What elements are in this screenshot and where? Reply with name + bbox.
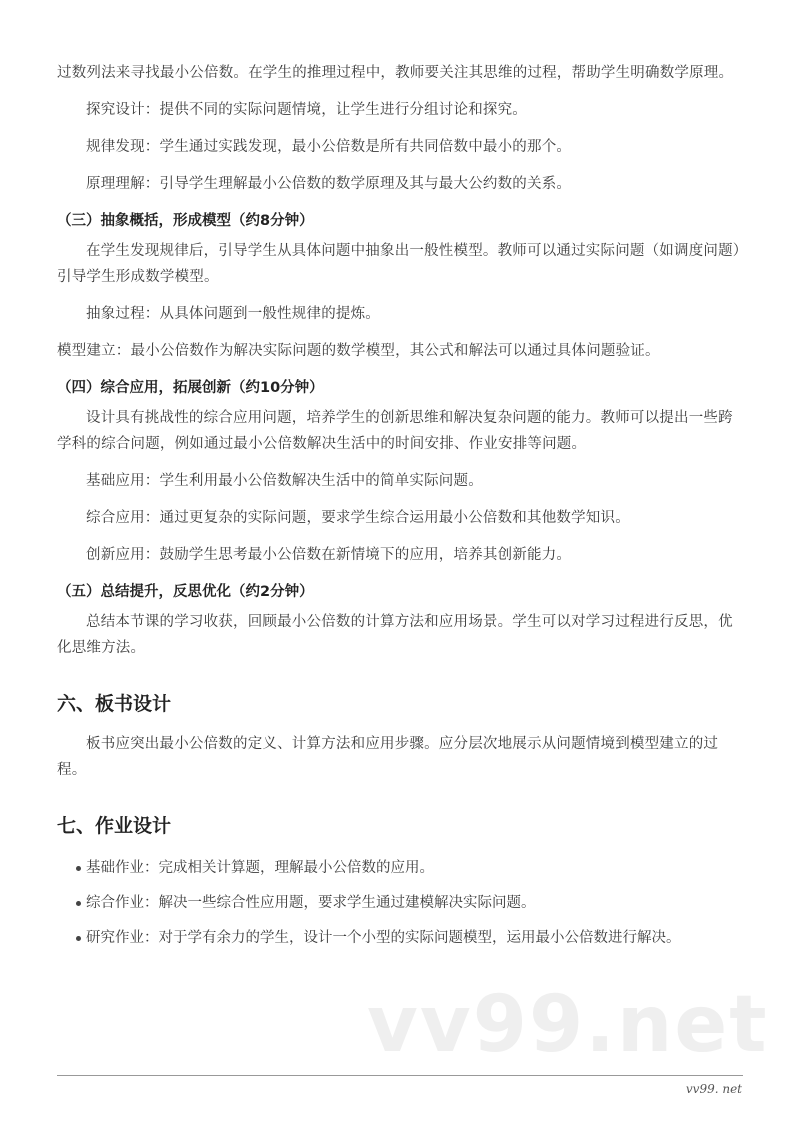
homework-item-text: 基础作业：完成相关计算题，理解最小公倍数的应用。 xyxy=(86,860,434,876)
abstraction-process-item: 抽象过程：从具体问题到一般性规律的提炼。 xyxy=(86,306,380,322)
homework-item-comprehensive xyxy=(57,890,747,916)
subsection-5-heading: （五）总结提升，反思优化（约2分钟） xyxy=(57,584,314,600)
homework-list xyxy=(57,855,747,951)
comprehensive-application-item: 综合应用：通过更复杂的实际问题，要求学生综合运用最小公倍数和其他数学知识。 xyxy=(86,510,630,526)
section-7-heading: 七、作业设计 xyxy=(57,815,172,837)
subsection-4-heading: （四）综合应用，拓展创新（约10分钟） xyxy=(57,380,324,396)
continuation-paragraph: 过数列法来寻找最小公倍数。在学生的推理过程中，教师要关注其思维的过程，帮助学生明确数学原理。 xyxy=(57,65,734,81)
homework-item-text: 研究作业：对于学有余力的学生，设计一个小型的实际问题模型，运用最小公倍数进行解决。 xyxy=(86,930,681,946)
section-6-heading: 六、板书设计 xyxy=(57,693,172,715)
bullet-icon xyxy=(76,936,81,941)
homework-item-text: 综合作业：解决一些综合性应用题，要求学生通过建模解决实际问题。 xyxy=(86,895,536,911)
pattern-discovery-item: 规律发现：学生通过实践发现，最小公倍数是所有共同倍数中最小的那个。 xyxy=(86,139,572,155)
subsection-5-paragraph: 总结本节课的学习收获，回顾最小公倍数的计算方法和应用场景。学生可以对学习过程进行反思，优化思维方法。 xyxy=(57,614,733,656)
bullet-icon xyxy=(76,901,81,906)
footer-site-label: vv99. net xyxy=(685,1082,742,1096)
homework-item-research xyxy=(57,925,747,951)
document-page xyxy=(57,60,747,960)
basic-application-item: 基础应用：学生利用最小公倍数解决生活中的简单实际问题。 xyxy=(86,473,483,489)
subsection-3-heading: （三）抽象概括，形成模型（约8分钟） xyxy=(57,213,314,229)
subsection-4-paragraph: 设计具有挑战性的综合应用问题，培养学生的创新思维和解决复杂问题的能力。教师可以提出一些跨学科的综合问题，例如通过最小公倍数解决生活中的时间安排、作业安排等问题。 xyxy=(57,410,733,452)
watermark: vv99.net xyxy=(367,980,769,1070)
homework-item-basic xyxy=(57,855,747,881)
inquiry-design-item: 探究设计：提供不同的实际问题情境，让学生进行分组讨论和探究。 xyxy=(86,102,527,118)
bullet-icon xyxy=(76,866,81,871)
subsection-3-paragraph: 在学生发现规律后，引导学生从具体问题中抽象出一般性模型。教师可以通过实际问题（如调度问题）引导学生形成数学模型。 xyxy=(57,243,741,285)
footer-divider xyxy=(57,1075,743,1076)
model-building-item: 模型建立：最小公倍数作为解决实际问题的数学模型，其公式和解法可以通过具体问题验证。 xyxy=(57,343,660,359)
innovative-application-item: 创新应用：鼓励学生思考最小公倍数在新情境下的应用，培养其创新能力。 xyxy=(86,547,572,563)
principle-understanding-item: 原理理解：引导学生理解最小公倍数的数学原理及其与最大公约数的关系。 xyxy=(86,176,572,192)
section-6-paragraph: 板书应突出最小公倍数的定义、计算方法和应用步骤。应分层次地展示从问题情境到模型建立的过程。 xyxy=(57,736,719,778)
